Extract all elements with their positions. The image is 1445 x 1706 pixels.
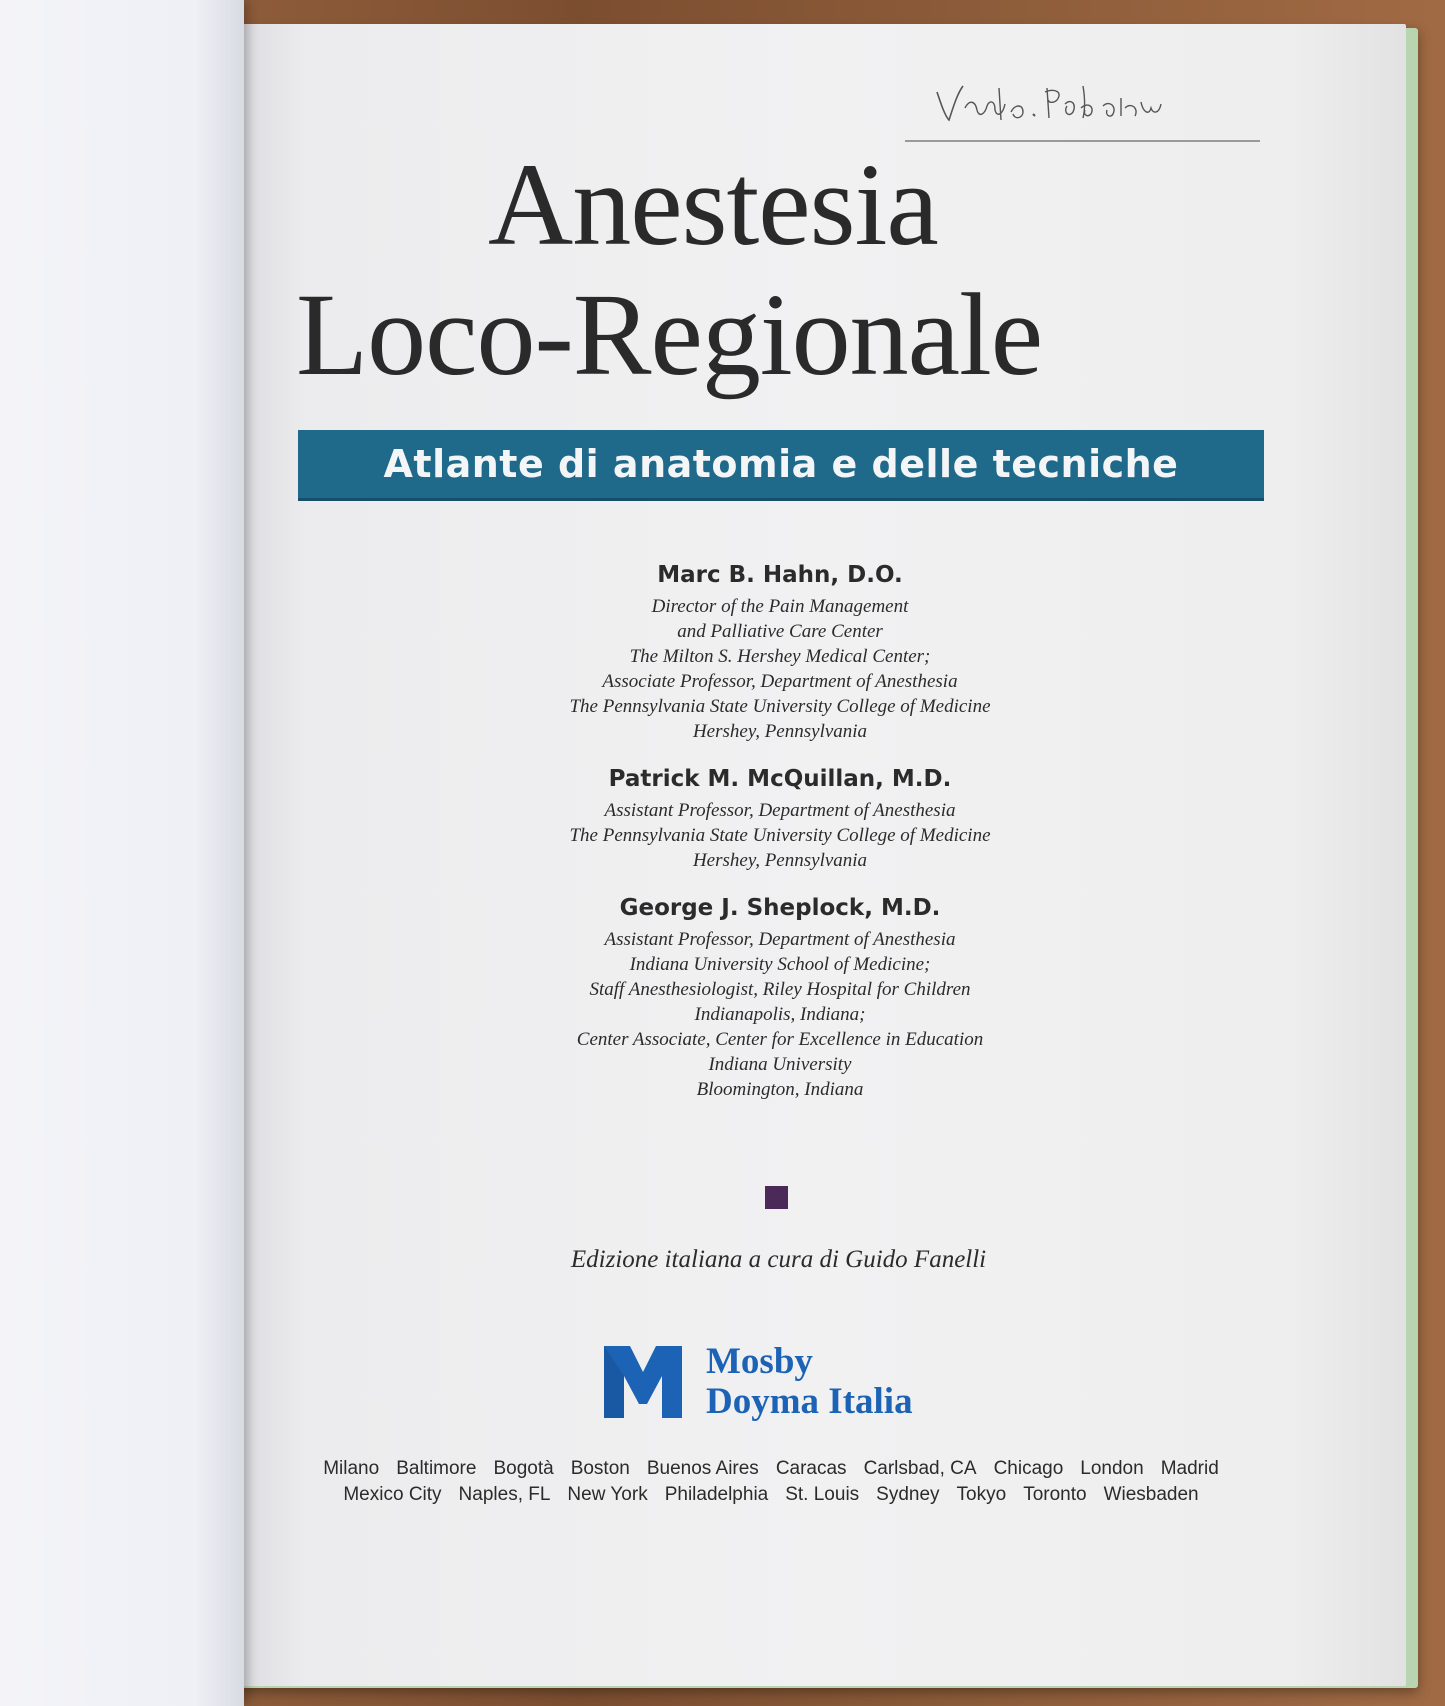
author-affiliation-line: The Pennsylvania State University College of Medicine xyxy=(569,825,991,846)
author-name: Marc B. Hahn, D.O. xyxy=(657,562,903,588)
city: Boston xyxy=(570,1458,630,1479)
handwritten-signature xyxy=(935,78,1195,128)
subtitle-banner xyxy=(298,430,1264,501)
city: New York xyxy=(567,1484,648,1505)
city: St. Louis xyxy=(785,1484,860,1505)
publisher-name-line2: Doyma Italia xyxy=(706,1381,913,1422)
city: Tokyo xyxy=(956,1484,1007,1505)
book-title-line1: Anestesia xyxy=(488,139,938,270)
city: London xyxy=(1080,1458,1144,1479)
author-affiliation-line: Assistant Professor, Department of Anesthesia xyxy=(604,800,956,821)
publisher-block xyxy=(600,1342,913,1422)
author-affiliation-line: The Pennsylvania State University College of Medicine xyxy=(569,696,991,717)
city: Naples, FL xyxy=(458,1484,551,1505)
author-name: George J. Sheplock, M.D. xyxy=(619,895,941,921)
author-affiliation-line: Hershey, Pennsylvania xyxy=(692,721,868,742)
author-affiliation-line: Indiana University xyxy=(708,1054,852,1075)
author-affiliation-line: Center Associate, Center for Excellence in Education xyxy=(576,1029,984,1050)
cities-row xyxy=(286,1456,1256,1482)
city: Wiesbaden xyxy=(1103,1484,1199,1505)
author xyxy=(500,895,1060,1102)
city: Mexico City xyxy=(343,1484,442,1505)
city: Buenos Aires xyxy=(646,1458,759,1479)
city: Madrid xyxy=(1160,1458,1219,1479)
facing-blank-page xyxy=(0,0,244,1706)
author-affiliation-line: Indiana University School of Medicine; xyxy=(629,954,931,975)
author-name: Patrick M. McQuillan, M.D. xyxy=(608,766,952,792)
author-affiliation-line: Assistant Professor, Department of Anesthesia xyxy=(604,929,956,950)
publisher-cities xyxy=(286,1456,1256,1508)
city: Philadelphia xyxy=(664,1484,769,1505)
authors-block xyxy=(500,562,1060,1124)
subtitle-text: Atlante di anatomia e delle tecniche xyxy=(383,442,1179,486)
city: Baltimore xyxy=(396,1458,477,1479)
author-affiliation-line: and Palliative Care Center xyxy=(677,621,883,642)
author xyxy=(500,562,1060,744)
cities-row xyxy=(286,1482,1256,1508)
author-affiliation-line: Indianapolis, Indiana; xyxy=(694,1004,866,1025)
city: Caracas xyxy=(775,1458,847,1479)
author-affiliation-line: Bloomington, Indiana xyxy=(696,1079,864,1100)
author-affiliation-line: Associate Professor, Department of Anesthesia xyxy=(602,671,958,692)
city: Carlsbad, CA xyxy=(863,1458,977,1479)
italian-edition-credit: Edizione italiana a cura di Guido Fanelli xyxy=(570,1246,987,1273)
city: Bogotà xyxy=(493,1458,554,1479)
author-affiliation-line: Director of the Pain Management xyxy=(651,596,909,617)
author-affiliation-line: Staff Anesthesiologist, Riley Hospital for Children xyxy=(589,979,971,1000)
mosby-m-logo-icon xyxy=(600,1342,686,1422)
author-affiliation-line: Hershey, Pennsylvania xyxy=(692,850,868,871)
city: Sydney xyxy=(876,1484,940,1505)
city: Milano xyxy=(323,1458,380,1479)
author xyxy=(500,766,1060,873)
city: Chicago xyxy=(993,1458,1064,1479)
city: Toronto xyxy=(1023,1484,1087,1505)
decorative-square xyxy=(765,1186,788,1209)
author-affiliation-line: The Milton S. Hershey Medical Center; xyxy=(629,646,931,667)
publisher-name-line1: Mosby xyxy=(706,1341,813,1382)
book-title-line2: Loco-Regionale xyxy=(296,269,1043,400)
